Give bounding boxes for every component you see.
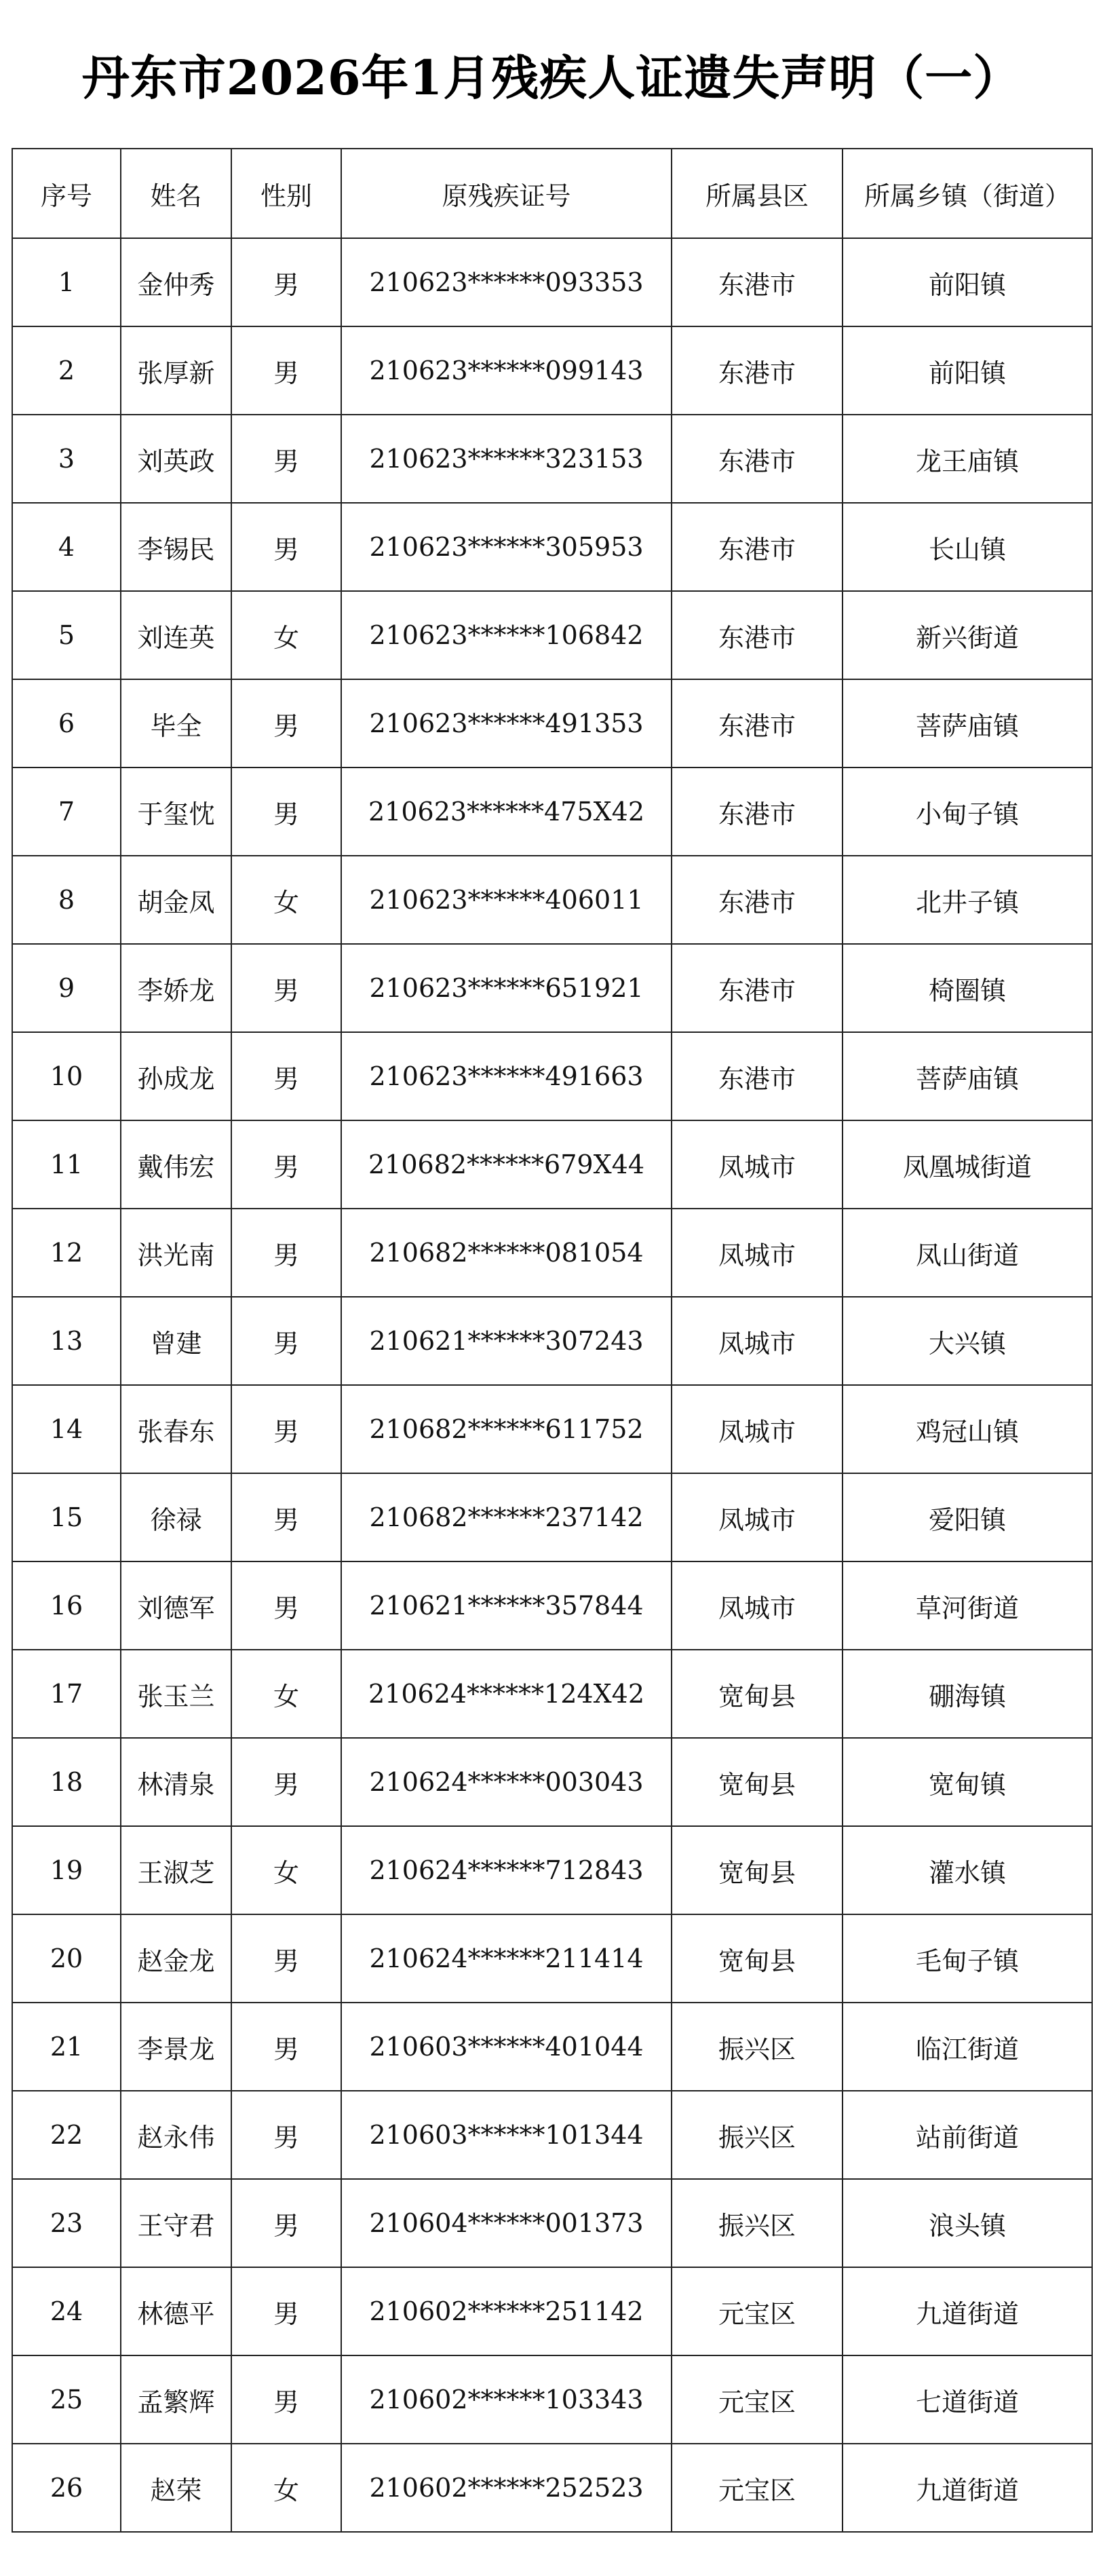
cell-township: 爱阳镇 [843, 1473, 1092, 1561]
cell-certificate-number: 210623******323153 [341, 415, 672, 503]
cell-certificate-number: 210624******712843 [341, 1826, 672, 1914]
cell-gender: 男 [231, 2091, 341, 2179]
cell-gender: 男 [231, 503, 341, 591]
table-row [12, 1914, 1092, 2003]
cell-certificate-number: 210682******679X44 [341, 1120, 672, 1209]
cell-certificate-number: 210602******251142 [341, 2267, 672, 2355]
cell-index: 23 [12, 2179, 121, 2267]
cell-township: 鸡冠山镇 [843, 1385, 1092, 1473]
table-row [12, 415, 1092, 503]
table-row [12, 2091, 1092, 2179]
cell-certificate-number: 210623******099143 [341, 326, 672, 415]
cell-index: 20 [12, 1914, 121, 2003]
cell-county: 宽甸县 [672, 1826, 843, 1914]
cell-index: 6 [12, 679, 121, 768]
cell-gender: 男 [231, 2179, 341, 2267]
cell-index: 3 [12, 415, 121, 503]
cell-township: 凤凰城街道 [843, 1120, 1092, 1209]
cell-certificate-number: 210621******357844 [341, 1561, 672, 1650]
cell-county: 东港市 [672, 503, 843, 591]
table-row [12, 2267, 1092, 2355]
cell-gender: 男 [231, 415, 341, 503]
cell-name: 张厚新 [121, 326, 231, 415]
cell-county: 凤城市 [672, 1297, 843, 1385]
table-row [12, 2179, 1092, 2267]
cell-gender: 男 [231, 679, 341, 768]
cell-index: 5 [12, 591, 121, 679]
cell-name: 孟繁辉 [121, 2355, 231, 2444]
cell-county: 凤城市 [672, 1385, 843, 1473]
cell-county: 东港市 [672, 415, 843, 503]
header-certificate-number: 原残疾证号 [341, 149, 672, 238]
cell-county: 振兴区 [672, 2003, 843, 2091]
cell-county: 东港市 [672, 679, 843, 768]
header-index: 序号 [12, 149, 121, 238]
table-row [12, 1385, 1092, 1473]
cell-township: 菩萨庙镇 [843, 1032, 1092, 1120]
cell-index: 9 [12, 944, 121, 1032]
cell-township: 毛甸子镇 [843, 1914, 1092, 2003]
table-row [12, 1209, 1092, 1297]
declaration-table [12, 148, 1093, 2533]
cell-name: 张春东 [121, 1385, 231, 1473]
cell-name: 胡金凤 [121, 856, 231, 944]
cell-certificate-number: 210602******103343 [341, 2355, 672, 2444]
cell-name: 赵荣 [121, 2444, 231, 2532]
cell-certificate-number: 210624******124X42 [341, 1650, 672, 1738]
cell-township: 凤山街道 [843, 1209, 1092, 1297]
cell-county: 元宝区 [672, 2444, 843, 2532]
cell-gender: 男 [231, 2355, 341, 2444]
cell-township: 浪头镇 [843, 2179, 1092, 2267]
cell-index: 24 [12, 2267, 121, 2355]
table-row [12, 1473, 1092, 1561]
cell-certificate-number: 210621******307243 [341, 1297, 672, 1385]
cell-name: 刘连英 [121, 591, 231, 679]
cell-gender: 男 [231, 1297, 341, 1385]
cell-certificate-number: 210623******305953 [341, 503, 672, 591]
cell-certificate-number: 210623******651921 [341, 944, 672, 1032]
cell-certificate-number: 210682******611752 [341, 1385, 672, 1473]
cell-township: 七道街道 [843, 2355, 1092, 2444]
cell-name: 林德平 [121, 2267, 231, 2355]
cell-index: 15 [12, 1473, 121, 1561]
cell-township: 龙王庙镇 [843, 415, 1092, 503]
cell-gender: 女 [231, 591, 341, 679]
cell-name: 张玉兰 [121, 1650, 231, 1738]
cell-name: 王守君 [121, 2179, 231, 2267]
cell-township: 新兴街道 [843, 591, 1092, 679]
cell-name: 曾建 [121, 1297, 231, 1385]
cell-county: 凤城市 [672, 1120, 843, 1209]
cell-township: 灌水镇 [843, 1826, 1092, 1914]
table-row [12, 1120, 1092, 1209]
cell-index: 1 [12, 238, 121, 326]
cell-name: 洪光南 [121, 1209, 231, 1297]
cell-certificate-number: 210603******101344 [341, 2091, 672, 2179]
cell-gender: 女 [231, 1650, 341, 1738]
cell-index: 17 [12, 1650, 121, 1738]
cell-township: 大兴镇 [843, 1297, 1092, 1385]
cell-county: 元宝区 [672, 2355, 843, 2444]
cell-township: 长山镇 [843, 503, 1092, 591]
header-county: 所属县区 [672, 149, 843, 238]
cell-index: 22 [12, 2091, 121, 2179]
table-row [12, 1650, 1092, 1738]
cell-index: 8 [12, 856, 121, 944]
cell-township: 前阳镇 [843, 238, 1092, 326]
cell-name: 王淑芝 [121, 1826, 231, 1914]
cell-township: 临江街道 [843, 2003, 1092, 2091]
cell-gender: 男 [231, 326, 341, 415]
cell-certificate-number: 210604******001373 [341, 2179, 672, 2267]
cell-county: 凤城市 [672, 1209, 843, 1297]
cell-certificate-number: 210603******401044 [341, 2003, 672, 2091]
cell-index: 12 [12, 1209, 121, 1297]
table-header [12, 149, 1092, 238]
table-row [12, 679, 1092, 768]
cell-gender: 男 [231, 2267, 341, 2355]
cell-name: 金仲秀 [121, 238, 231, 326]
cell-county: 宽甸县 [672, 1914, 843, 2003]
header-row [12, 149, 1092, 238]
cell-certificate-number: 210623******106842 [341, 591, 672, 679]
table-row [12, 1297, 1092, 1385]
table-row [12, 238, 1092, 326]
cell-township: 硼海镇 [843, 1650, 1092, 1738]
table-row [12, 1826, 1092, 1914]
cell-township: 菩萨庙镇 [843, 679, 1092, 768]
cell-certificate-number: 210623******406011 [341, 856, 672, 944]
cell-township: 前阳镇 [843, 326, 1092, 415]
cell-township: 宽甸镇 [843, 1738, 1092, 1826]
cell-township: 草河街道 [843, 1561, 1092, 1650]
table-row [12, 1561, 1092, 1650]
cell-name: 戴伟宏 [121, 1120, 231, 1209]
table-row [12, 503, 1092, 591]
cell-county: 宽甸县 [672, 1650, 843, 1738]
cell-name: 李娇龙 [121, 944, 231, 1032]
cell-index: 10 [12, 1032, 121, 1120]
cell-name: 赵金龙 [121, 1914, 231, 2003]
cell-gender: 男 [231, 1209, 341, 1297]
cell-township: 九道街道 [843, 2267, 1092, 2355]
cell-county: 东港市 [672, 1032, 843, 1120]
cell-county: 东港市 [672, 591, 843, 679]
table-row [12, 326, 1092, 415]
cell-name: 于玺忱 [121, 768, 231, 856]
cell-index: 25 [12, 2355, 121, 2444]
cell-certificate-number: 210602******252523 [341, 2444, 672, 2532]
table-row [12, 2444, 1092, 2532]
cell-county: 宽甸县 [672, 1738, 843, 1826]
cell-gender: 男 [231, 2003, 341, 2091]
cell-index: 26 [12, 2444, 121, 2532]
cell-name: 李景龙 [121, 2003, 231, 2091]
cell-township: 站前街道 [843, 2091, 1092, 2179]
cell-county: 凤城市 [672, 1561, 843, 1650]
cell-name: 刘德军 [121, 1561, 231, 1650]
cell-name: 徐禄 [121, 1473, 231, 1561]
cell-county: 东港市 [672, 238, 843, 326]
header-township: 所属乡镇（街道） [843, 149, 1092, 238]
cell-certificate-number: 210624******003043 [341, 1738, 672, 1826]
cell-county: 凤城市 [672, 1473, 843, 1561]
cell-gender: 男 [231, 1473, 341, 1561]
cell-gender: 女 [231, 856, 341, 944]
cell-certificate-number: 210623******491663 [341, 1032, 672, 1120]
cell-index: 16 [12, 1561, 121, 1650]
table-row [12, 856, 1092, 944]
table-row [12, 2003, 1092, 2091]
table-row [12, 1032, 1092, 1120]
cell-gender: 男 [231, 1914, 341, 2003]
table-row [12, 2355, 1092, 2444]
cell-certificate-number: 210624******211414 [341, 1914, 672, 2003]
cell-county: 东港市 [672, 768, 843, 856]
cell-gender: 男 [231, 768, 341, 856]
cell-index: 14 [12, 1385, 121, 1473]
cell-index: 7 [12, 768, 121, 856]
cell-township: 九道街道 [843, 2444, 1092, 2532]
page-title: 丹东市2026年1月残疾人证遗失声明（一） [81, 49, 1022, 106]
cell-gender: 男 [231, 1561, 341, 1650]
cell-gender: 男 [231, 238, 341, 326]
cell-county: 东港市 [672, 856, 843, 944]
cell-name: 林清泉 [121, 1738, 231, 1826]
cell-index: 19 [12, 1826, 121, 1914]
header-gender: 性别 [231, 149, 341, 238]
cell-gender: 男 [231, 1120, 341, 1209]
cell-index: 18 [12, 1738, 121, 1826]
cell-certificate-number: 210623******475X42 [341, 768, 672, 856]
cell-township: 椅圈镇 [843, 944, 1092, 1032]
table-row [12, 944, 1092, 1032]
cell-township: 小甸子镇 [843, 768, 1092, 856]
cell-gender: 男 [231, 1385, 341, 1473]
cell-index: 4 [12, 503, 121, 591]
cell-county: 元宝区 [672, 2267, 843, 2355]
cell-index: 21 [12, 2003, 121, 2091]
cell-index: 13 [12, 1297, 121, 1385]
cell-name: 李锡民 [121, 503, 231, 591]
cell-certificate-number: 210682******081054 [341, 1209, 672, 1297]
cell-name: 赵永伟 [121, 2091, 231, 2179]
cell-county: 东港市 [672, 326, 843, 415]
table-row [12, 591, 1092, 679]
cell-gender: 女 [231, 2444, 341, 2532]
cell-name: 刘英政 [121, 415, 231, 503]
cell-gender: 女 [231, 1826, 341, 1914]
cell-county: 振兴区 [672, 2091, 843, 2179]
table-body [12, 238, 1092, 2532]
cell-name: 毕全 [121, 679, 231, 768]
cell-county: 振兴区 [672, 2179, 843, 2267]
cell-gender: 男 [231, 944, 341, 1032]
header-name: 姓名 [121, 149, 231, 238]
table-row [12, 1738, 1092, 1826]
cell-township: 北井子镇 [843, 856, 1092, 944]
cell-gender: 男 [231, 1738, 341, 1826]
cell-name: 孙成龙 [121, 1032, 231, 1120]
cell-certificate-number: 210623******093353 [341, 238, 672, 326]
cell-county: 东港市 [672, 944, 843, 1032]
table-row [12, 768, 1092, 856]
cell-index: 2 [12, 326, 121, 415]
cell-certificate-number: 210623******491353 [341, 679, 672, 768]
cell-gender: 男 [231, 1032, 341, 1120]
cell-index: 11 [12, 1120, 121, 1209]
cell-certificate-number: 210682******237142 [341, 1473, 672, 1561]
